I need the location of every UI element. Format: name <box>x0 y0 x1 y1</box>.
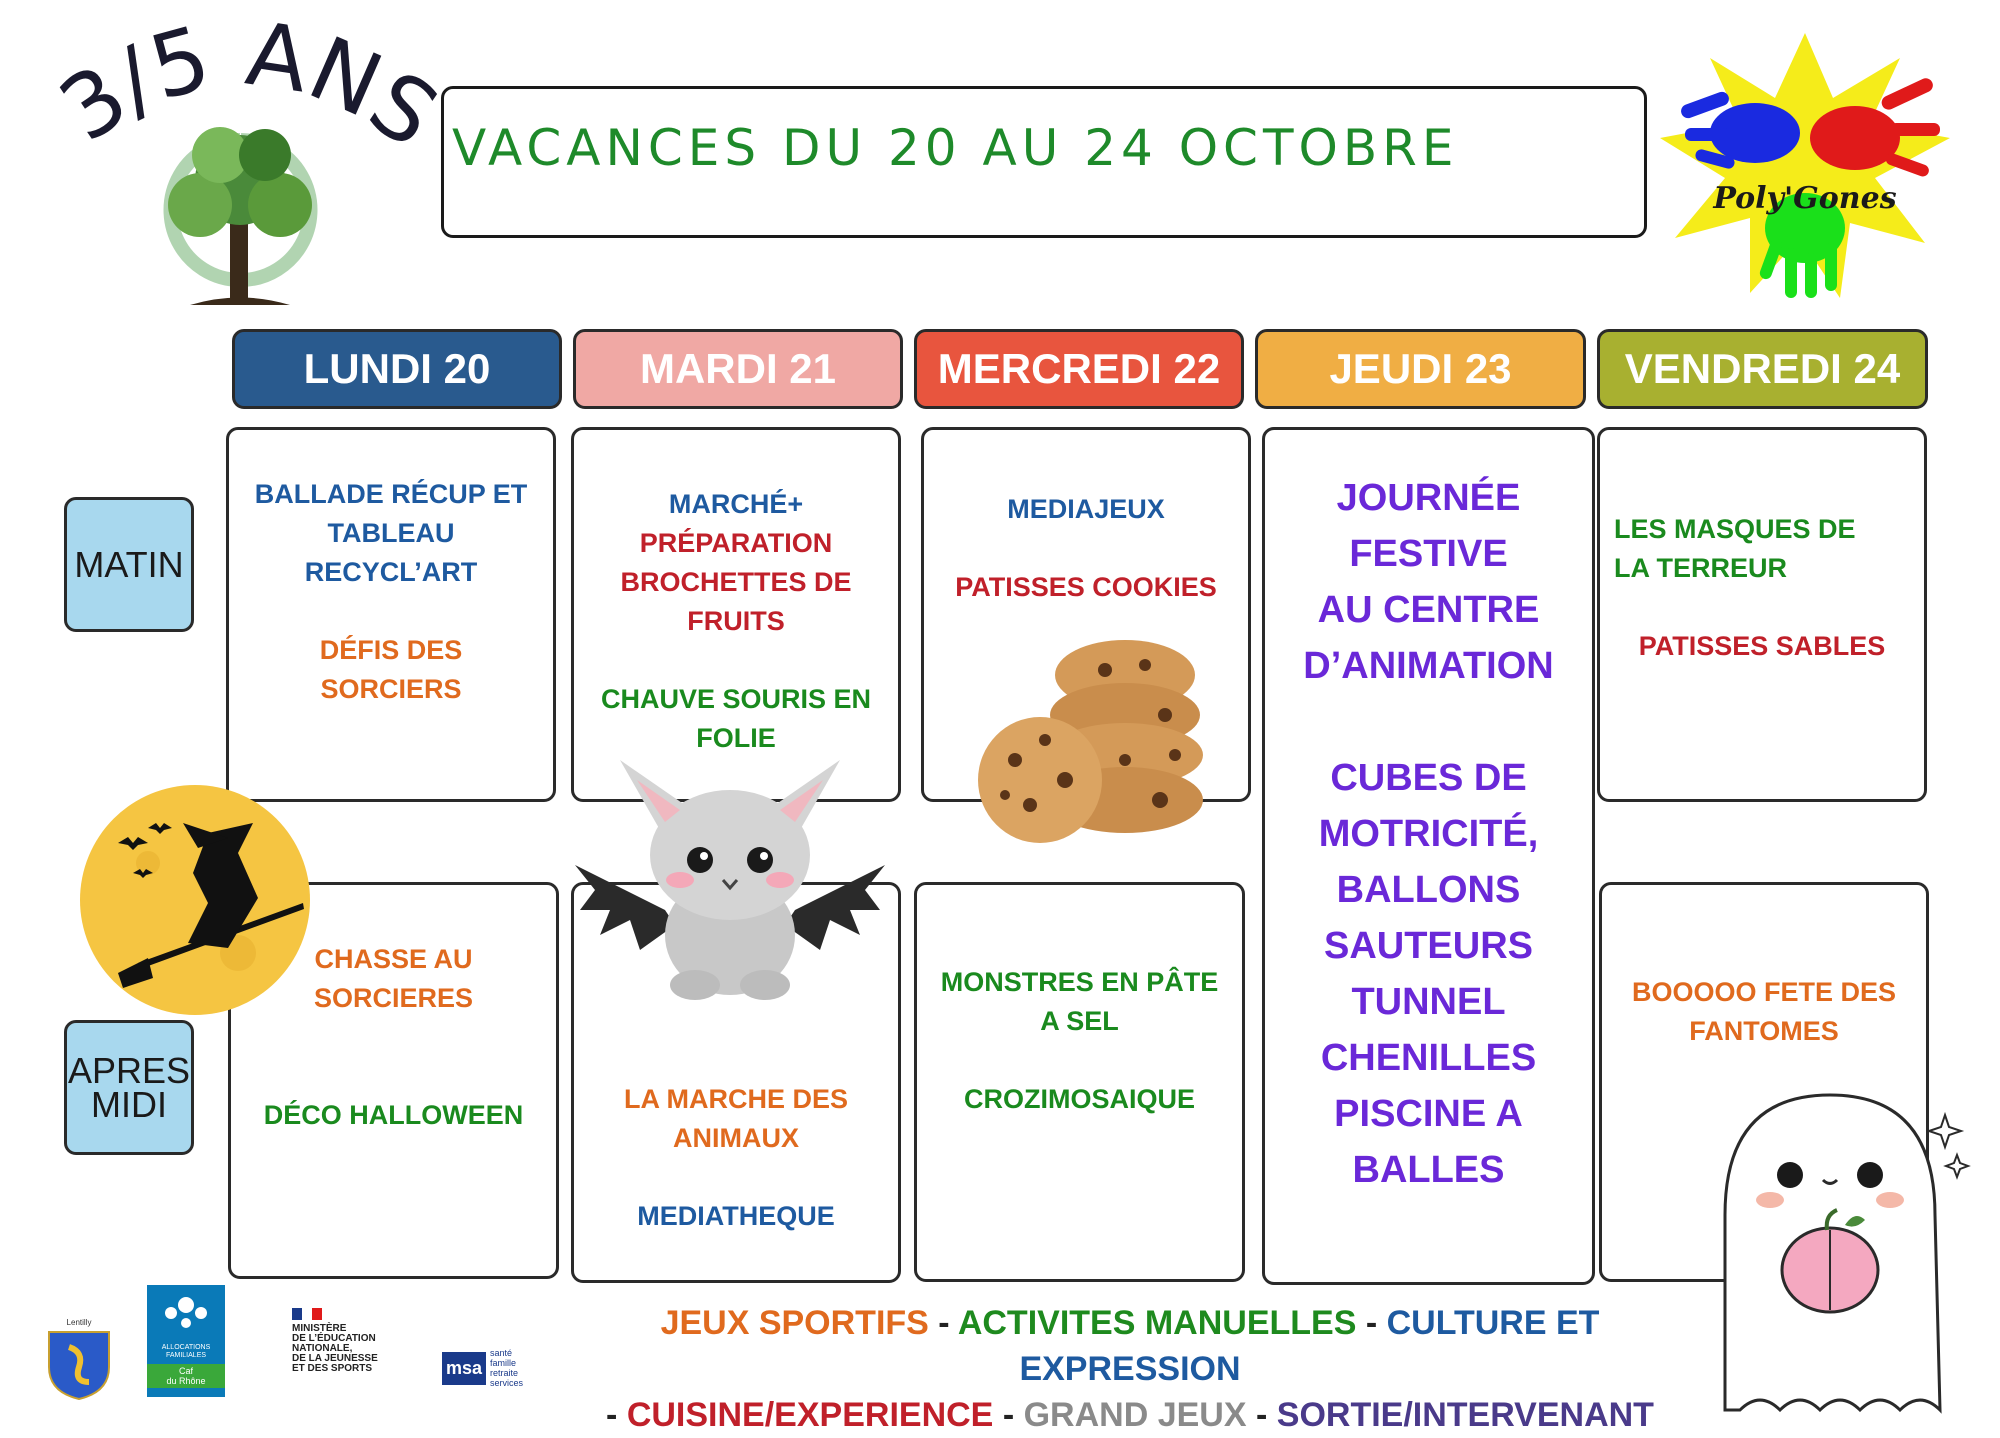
activity-line: FESTIVE <box>1349 533 1508 575</box>
slot-label-text: MIDI <box>91 1083 167 1125</box>
activity-line: MEDIATHEQUE <box>637 1201 835 1231</box>
legend-manuelles: ACTIVITES MANUELLES <box>957 1304 1357 1342</box>
caf-line: Caf <box>178 1366 193 1376</box>
french-flag-icon <box>292 1308 322 1320</box>
day-label: JEUDI 23 <box>1329 345 1512 392</box>
msa-logo <box>442 1343 552 1393</box>
activity-line: MONSTRES EN PÂTE <box>940 967 1219 997</box>
legend-separator: - <box>1255 1396 1268 1434</box>
activity-line: BALLONS <box>1336 869 1521 911</box>
legend-line-2 <box>560 1392 1700 1438</box>
activity-line: CROZIMOSAIQUE <box>963 1084 1195 1114</box>
age-group-header <box>40 20 440 200</box>
caf-logo <box>147 1285 225 1397</box>
activity-line: PISCINE A <box>1334 1093 1523 1135</box>
activity-card-friday-morning <box>1597 427 1927 802</box>
legend-culture: CULTURE ET EXPRESSION <box>1019 1304 1600 1388</box>
activity-line: CHAUVE SOURIS EN <box>600 684 872 714</box>
lentilly-shield-icon <box>44 1327 114 1402</box>
activity-line: FRUITS <box>687 606 785 636</box>
day-header-thursday <box>1255 329 1586 409</box>
bat-icon <box>565 760 895 1000</box>
activity-line: TUNNEL <box>1351 981 1506 1023</box>
activity-line: JOURNÉE <box>1336 477 1521 519</box>
legend-separator: - <box>606 1396 618 1434</box>
msa-line: santé <box>490 1348 513 1358</box>
day-label: VENDREDI 24 <box>1624 345 1901 392</box>
activity-line: A SEL <box>1040 1006 1119 1036</box>
slot-label-text: MATIN <box>74 543 184 585</box>
day-label: MARDI 21 <box>639 345 837 392</box>
activity-line: D’ANIMATION <box>1303 645 1554 687</box>
activity-line: SORCIERS <box>320 674 462 704</box>
logo-text: Poly'Gones <box>1713 181 1897 216</box>
activity-line: TABLEAU <box>327 518 455 548</box>
activity-line: FANTOMES <box>1689 1016 1839 1046</box>
activity-line: BALLADE RÉCUP ET <box>254 479 528 509</box>
activity-line: AU CENTRE <box>1317 589 1540 631</box>
legend-separator: - <box>938 1304 950 1342</box>
activity-line: PRÉPARATION <box>639 528 833 558</box>
ministry-logo <box>292 1305 392 1395</box>
lentilly-label: Lentilly <box>66 1318 92 1327</box>
msa-line: services <box>490 1378 524 1388</box>
slot-label-morning <box>64 497 194 632</box>
ministry-line: ET DES SPORTS <box>292 1363 373 1374</box>
activity-line: CUBES DE <box>1330 757 1527 799</box>
activity-line: LA MARCHE DES <box>623 1084 848 1114</box>
page-title: VACANCES DU 20 AU 24 OCTOBRE <box>452 119 1459 177</box>
activity-line: DÉFIS DES <box>319 635 463 665</box>
caf-line: ALLOCATIONS <box>161 1344 211 1351</box>
day-header-tuesday <box>573 329 903 409</box>
activity-line: DÉCO HALLOWEEN <box>263 1100 524 1130</box>
legend-cuisine: CUISINE/EXPERIENCE <box>626 1396 994 1434</box>
lentilly-logo <box>44 1318 114 1408</box>
activity-line: BROCHETTES DE <box>620 567 852 597</box>
day-label: LUNDI 20 <box>303 345 491 392</box>
legend-separator: - <box>1365 1304 1378 1342</box>
age-label: 3/5 AN <box>41 20 397 162</box>
activity-card-wednesday-afternoon <box>914 882 1245 1282</box>
legend-line-1 <box>560 1300 1700 1392</box>
day-header-friday <box>1597 329 1928 409</box>
day-label: MERCREDI 22 <box>937 345 1221 392</box>
activity-line: PATISSES SABLES <box>1638 631 1886 661</box>
activity-line: MARCHÉ+ <box>668 489 804 519</box>
witch-moon-icon <box>78 783 313 1018</box>
ministry-line: MINISTÈRE <box>292 1323 347 1334</box>
activity-line: MOTRICITÉ, <box>1318 813 1539 855</box>
activity-line: MEDIAJEUX <box>1007 494 1165 524</box>
caf-line: FAMILIALES <box>165 1352 207 1359</box>
activity-line: SAUTEURS <box>1323 925 1534 967</box>
cookies-illustration <box>975 630 1215 845</box>
activity-line: FOLIE <box>696 723 776 753</box>
activity-line: BOOOOO FETE DES <box>1631 977 1897 1007</box>
activity-line: LES MASQUES DE <box>1614 514 1856 544</box>
activity-line: BALLES <box>1352 1149 1505 1191</box>
activity-line: SORCIERES <box>313 983 474 1013</box>
ghost-illustration <box>1695 1075 1975 1415</box>
recycle-tree-icon <box>168 127 312 305</box>
activity-line: ANIMAUX <box>673 1123 799 1153</box>
legend-sportifs: JEUX SPORTIFS <box>660 1304 929 1342</box>
title-box <box>441 86 1647 238</box>
activity-card-thursday-fullday <box>1262 427 1595 1285</box>
moon-witch-illustration <box>78 783 313 1018</box>
activity-line: CHENILLES <box>1320 1037 1537 1079</box>
ministry-line: DE LA JEUNESSE <box>292 1353 378 1364</box>
activity-line: RECYCL’ART <box>304 557 478 587</box>
activity-card-tuesday-morning <box>571 427 901 802</box>
polygones-logo <box>1655 28 1955 308</box>
legend-grand-jeux: GRAND JEUX <box>1023 1396 1247 1434</box>
cookie-stack-icon <box>975 630 1215 845</box>
age-label-graphic <box>40 20 440 320</box>
activity-line: CHASSE AU <box>314 944 473 974</box>
msa-line: famille <box>490 1358 517 1368</box>
msa-mark: msa <box>442 1352 486 1385</box>
legend-separator: - <box>1002 1396 1015 1434</box>
ministry-line: DE L’ÉDUCATION <box>292 1333 376 1344</box>
slot-label-afternoon <box>64 1020 194 1155</box>
legend-sortie: SORTIE/INTERVENANT <box>1276 1396 1654 1434</box>
msa-line: retraite <box>490 1368 519 1378</box>
caf-family-icon <box>147 1285 225 1340</box>
day-header-wednesday <box>914 329 1244 409</box>
activity-card-monday-morning <box>226 427 556 802</box>
ghost-pumpkin-icon <box>1695 1075 1975 1414</box>
activity-line: LA TERREUR <box>1614 553 1787 583</box>
legend <box>560 1300 1700 1438</box>
ministry-line: NATIONALE, <box>292 1343 353 1354</box>
bat-illustration <box>565 760 895 1000</box>
day-header-monday <box>232 329 562 409</box>
slot-label-text: APRES <box>67 1049 191 1091</box>
activity-line: PATISSES COOKIES <box>955 572 1217 602</box>
caf-line: du Rhône <box>166 1376 206 1386</box>
logo-graphic <box>1655 28 1955 308</box>
